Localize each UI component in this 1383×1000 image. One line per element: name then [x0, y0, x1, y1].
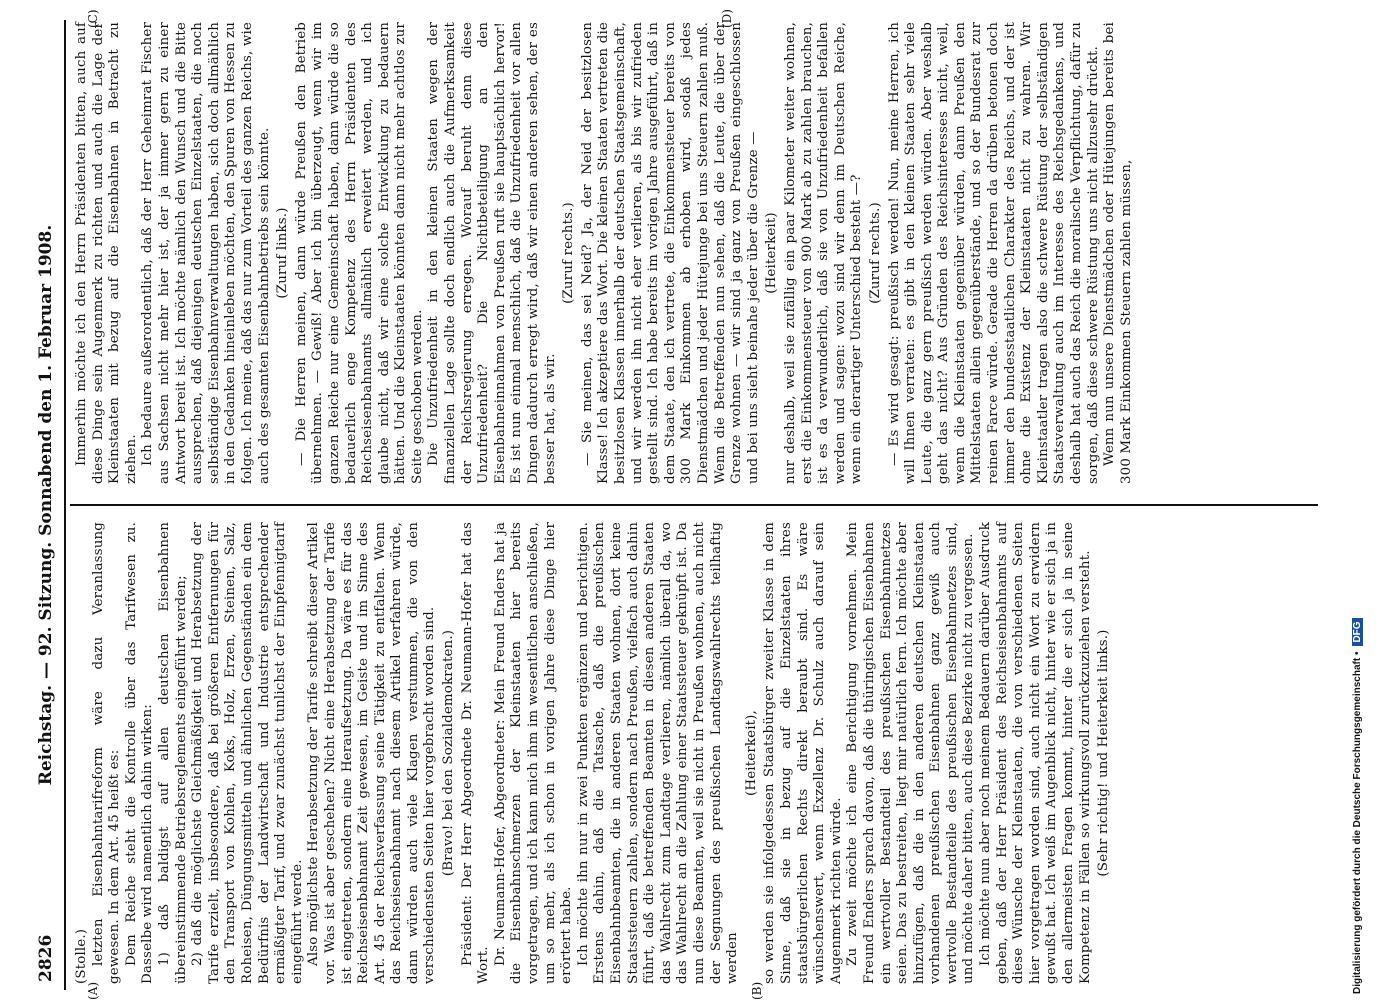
- paragraph: Zu zweit möchte ich eine Berichtigung vornehmen. Mein Freund Enders sprach davon, daß die thüringischen Eisenbahnen ein wertvoller Bestandteil des preußischen Eisenbahnnetzes seien. Das zu bestreiten, liegt mir natürlich fern. Ich möchte aber hinzufügen, daß die in den anderen deutschen Kleinstaaten vorhandenen preußischen Eisenbahnen ganz gewiß auch wertvolle Bestandteile des preußischen Eisenbahnnetzes sind, und möchte daher bitten, auch diese Bezirke nicht zu vergessen.: [845, 522, 977, 984]
- paragraph: Also möglichste Herabsetzung der Tarife schreibt dieser Artikel vor. Was ist aber geschehen? Nicht eine Herabsetzung der Tarife ist eingetreten, sondern eine Heraufsetzung. Da wäre es für das Reichseisenbahnamt Zeit gewesen, im Geiste und im Sinne des Art. 45 der Reichsverfassung seine Tätigkeit zu entfalten. Wenn das Reichseisenbahnamt nach diesem Artikel verfahren würde, dann würden auch viele Klagen verstummen, die von den verschiedensten Seiten hier vorgebracht worden sind.: [306, 522, 438, 984]
- margin-letter-a: (A): [86, 981, 100, 1000]
- left-column: [74, 522, 1115, 984]
- column-divider: [70, 504, 1318, 506]
- margin-letter-d: (D): [720, 9, 734, 28]
- margin-letter-b: (B): [750, 981, 764, 1000]
- interjection: (Heiterkeit): [764, 212, 780, 294]
- paragraph: letzten Eisenbahntarifreform wäre dazu Veranlassung gewesen. In dem Art. 45 heißt es:: [90, 522, 123, 984]
- interjection: (Zuruf rechts.): [867, 202, 883, 304]
- margin-letter-c: (C): [86, 9, 100, 28]
- rotated-newspaper-page: [30, 10, 1330, 1000]
- paragraph: (Stolle.): [74, 928, 89, 984]
- paragraph: nur deshalb, weil sie zufällig ein paar Kilometer weiter wohnen, erst die Einkommensteuer von 900 Mark ab zu zahlen brauchen, ist es da verwunderlich, daß sie von Unzufriedenheit befallen werden und sagen: wozu sind wir denn im Deutschen Reiche, wenn ein derartiger Unterschied besteht —?: [782, 22, 865, 484]
- header-rule: [64, 20, 66, 990]
- paragraph: Wenn nun unsere Dienstmädchen oder Hütejungen bereits bei 300 Mark Einkommen Steuern zahlen müssen,: [1102, 22, 1134, 484]
- digitization-credit: [1352, 6, 1363, 994]
- paragraph: — Es wird gesagt: preußisch werden! Nun, meine Herren, ich will Ihnen verraten: es gibt in den kleinen Staaten sehr viele Leute, die ganz gern preußisch werden würden. Aber weshalb geht das nicht? Aus Gründen des Reichsinteresses nicht, weil, wenn die Kleinstaaten gegenüber würden, dann Preußen den Mittelstaaten allein gegenüberstände, und so der Bundesrat zur reinen Farce würde. Gerade die Herren da drüben betonen doch immer den bundesstaatlichen Charakter des Reichs, und der ist ohne die Existenz der Kleinstaaten nicht zu wahren. Wir Kleinstaatler tragen also die schwere Rüstung der selbständigen Staatsverwaltung auch im Interesse des Reichsgedankens, und deshalb hat auch das Reich die moralische Verpflichtung, dafür zu sorgen, daß diese schwere Rüstung uns nicht allzusehr drückt.: [886, 22, 1101, 484]
- interjection: (Zuruf rechts.): [561, 202, 577, 304]
- paragraph: Dem Reiche steht die Kontrolle über das Tarifwesen zu. Dasselbe wird namentlich dahin wirken:: [123, 522, 156, 984]
- dfg-logo: DFG: [1352, 618, 1363, 645]
- digitization-credit-text: Digitalisierung gefördert durch die Deutsche Forschungsgemeinschaft •: [1352, 651, 1363, 994]
- paragraph: Präsident: Der Herr Abgeordnete Dr. Neumann-Hofer hat das Wort.: [459, 522, 492, 984]
- paragraph: 2) daß die möglichste Gleichmäßigkeit und Herabsetzung der Tarife erzielt, insbesondere, daß bei größeren Entfernungen für den Transport von Kohlen, Koks, Holz, Erzen, Steinen, Salz, Roheisen, Düngungsmitteln und ähnlichen Gegenständen ein dem Bedürfnis der Landwirtschaft und Industrie entsprechender ermäßigter Tarif, und zwar zunächst tunlichst der Einpfennigtarif eingeführt werde.: [190, 522, 305, 984]
- interjection: (Bravo! bei den Sozialdemokraten.): [441, 629, 457, 877]
- paragraph: Ich bedaure außerordentlich, daß der Herr Geheimrat Fischer aus Sachsen nicht mehr hier ist, der ja immer gern zu einer Antwort bereit ist. Ich möchte nämlich den Wunsch und die Bitte aussprechen, daß diejenigen deutschen Einzelstaaten, die noch selbständige Eisenbahnverwaltungen haben, sich doch allmählich in den Gedanken hineinleben möchten, den Spuren von Hessen zu folgen. Ich meine, daß das nur zum Vorteil des ganzen Reichs, wie auch des gesamten Eisenbahnbetriebs sein könnte.: [140, 22, 272, 484]
- paragraph: Immerhin möchte ich den Herrn Präsidenten bitten, auch auf diese Dinge sein Augenmerk zu richten und auch die Lage der Kleinstaaten mit bezug auf die Eisenbahnen in Betracht zu ziehen.: [74, 22, 139, 484]
- page-number: 2826: [36, 934, 56, 982]
- page-header: [30, 10, 66, 1000]
- interjection: (Heiterkeit),: [743, 710, 759, 796]
- paragraph: 1) daß baldigst auf allen deutschen Eisenbahnen übereinstimmende Betriebsreglements eingeführt werden;: [156, 522, 189, 984]
- paragraph: Ich möchte nun aber noch meinem Bedauern darüber Ausdruck geben, daß der Herr Präsident des Reichseisenbahnamts auf diese Wünsche der Kleinstaaten, die von verschiedenen Seiten hier vorgetragen worden sind, auch nicht ein Wort zu erwidern gewußt hat. Ich weiß im Augenblick nicht, hinter wie er sich ja in den allermeisten Fragen kommt, hinter die er sich ja in seine Kompetenz in Fällen so wirkungsvoll zurückzuziehen versteht.: [978, 522, 1093, 984]
- paragraph: Dr. Neumann-Hofer, Abgeordneter: Mein Freund Enders hat ja die Eisenbahnschmerzen der Kleinstaaten hier bereits vorgetragen, und ich kann mich ihm im wesentlichen anschließen, um so mehr, als ich schon in vorigen Jahre diese Dinge hier erörtert habe.: [492, 522, 575, 984]
- right-column: [74, 22, 1135, 484]
- paragraph: Ich möchte ihn nur in zwei Punkten ergänzen und berichtigen. Erstens dahin, daß die Tatsache, daß die preußischen Eisenbahnbeamten, die in anderen Staaten wohnen, dort keine Staatssteuern zahlen, sondern nach Preußen, vielfach auch dahin führt, daß die betreffenden Beamten in diesen anderen Staaten das Wahlrecht zum Landtage verlieren, nämlich überall da, wo das Wahlrecht an die Zahlung einer Staatssteuer geknüpft ist. Da nun diese Beamten, weil sie nicht in Preußen wohnen, auch nicht der Segnungen des preußischen Landtagswahlrechts teilhaftig werden: [575, 522, 741, 984]
- digitization-stamp: [1352, 6, 1380, 994]
- paragraph: — Sie meinen, das sei Neid? Ja, der Neid der besitzlosen Klasse! Ich akzeptiere das Wort. Die kleinen Staaten vertreten die besitzlosen Klassen innerhalb der deutschen Staatsgemeinschaft, und wir werden ihn nicht eher verlieren, als bis wir zufrieden gestellt sind. Ich habe bereits im vorigen Jahre ausgeführt, daß in dem Staate, den ich vertrete, die Einkommensteuer bereits von 300 Mark Einkommen ab erhoben wird, sodaß jedes Dienstmädchen und jeder Hütejunge bei uns Steuern zahlen muß. Wenn die Betreffenden nun sehen, daß die Leute, die über der Grenze wohnen — wir sind ja ganz von Preußen eingeschlossen und bei uns sieht beinahe jeder über die Grenze —: [579, 22, 761, 484]
- running-title: Reichstag. — 92. Sitzung. Sonnabend den 1. Februar 1908.: [36, 224, 56, 786]
- paragraph: Die Unzufriedenheit in den kleinen Staaten wegen der finanziellen Lage sollte doch endlich auch die Aufmerksamkeit der Reichsregierung erregen. Worauf beruht denn diese Unzufriedenheit? Die Nichtbeteiligung an den Eisenbahneinnahmen von Preußen ruft sie hauptsächlich hervor! Es ist nun einmal menschlich, daß die Unzufriedenheit vor allen Dingen dadurch erregt wird, daß wir einen anderen sehen, der es besser hat, als wir.: [426, 22, 558, 484]
- paragraph: so werden sie infolgedessen Staatsbürger zweiter Klasse in dem Sinne, daß sie in bezug auf die Einzelstaaten ihres staatsbürgerlichen Rechts direkt beraubt sind. Es wäre wünschenswert, wenn Exzellenz Dr. Schulz auch darauf sein Augenmerk richten würde.: [762, 522, 844, 984]
- paragraph: — Die Herren meinen, dann würde Preußen den Betrieb übernehmen. — Gewiß! Aber ich bin überzeugt, wenn wir im ganzen Reiche nur eine Gemeinschaft haben, dann würde die so bedauerlich enge Kompetenz des Herrn Präsidenten des Reichseisenbahnamts allmählich erweitert werden, und ich glaube nicht, daß wir eine solche Entwicklung zu bedauern hätten. Und die Kleinstaaten könnten dann nicht mehr achtlos zur Seite geschoben werden.: [293, 22, 425, 484]
- interjection: (Sehr richtig! und Heiterkeit links.): [1096, 629, 1112, 877]
- interjection: (Zuruf links.): [275, 207, 291, 299]
